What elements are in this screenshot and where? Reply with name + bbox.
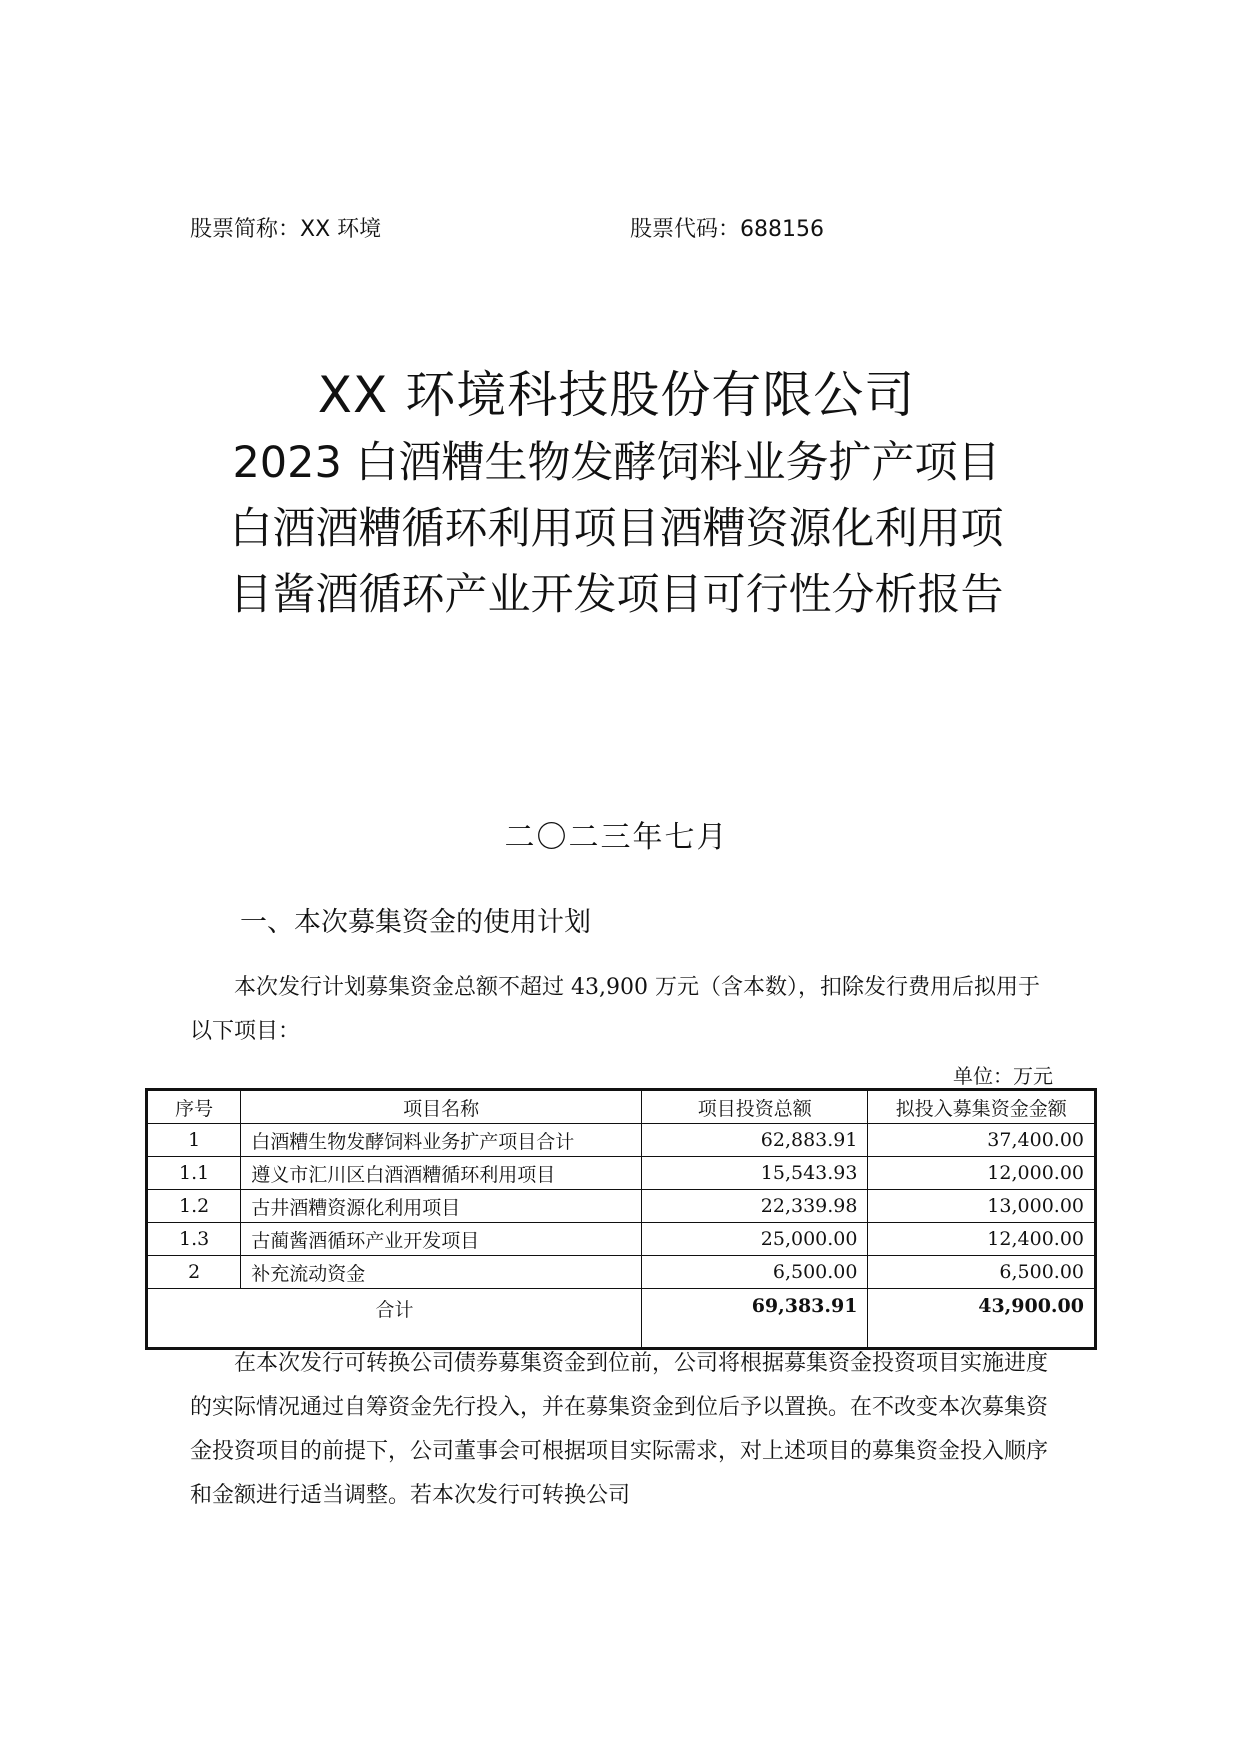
report-title-line-2: 白酒酒糟循环利用项目酒糟资源化利用项	[229, 504, 1004, 554]
total-label: 合计	[147, 1289, 642, 1349]
section-heading: 一、本次募集资金的使用计划	[240, 907, 591, 938]
report-title-block	[150, 360, 1083, 628]
row-raised-amount: 12,400.00	[868, 1223, 1096, 1256]
report-date: 二〇二三年七月	[504, 820, 729, 855]
intro-paragraph: 本次发行计划募集资金总额不超过 43,900 万元（含本数），扣除发行费用后拟用于以下项目：	[190, 975, 1040, 1044]
stock-short-name: 股票简称：XX 环境	[190, 217, 382, 242]
fund-usage-table	[145, 1088, 1097, 1350]
row-no: 1.3	[147, 1223, 241, 1256]
row-raised-amount: 37,400.00	[868, 1124, 1096, 1157]
stock-info-row	[190, 212, 1050, 244]
row-total-investment: 25,000.00	[641, 1223, 867, 1256]
row-raised-amount: 13,000.00	[868, 1190, 1096, 1223]
row-no: 2	[147, 1256, 241, 1289]
stock-code: 股票代码：688156	[630, 217, 824, 242]
report-title-line-1: 2023 白酒糟生物发酵饲料业务扩产项目	[232, 438, 1001, 488]
row-project-name: 白酒糟生物发酵饲料业务扩产项目合计	[241, 1124, 642, 1157]
row-raised-amount: 6,500.00	[868, 1256, 1096, 1289]
table-total-row	[147, 1289, 1096, 1349]
row-total-investment: 6,500.00	[641, 1256, 867, 1289]
row-no: 1.2	[147, 1190, 241, 1223]
table-row	[147, 1190, 1096, 1223]
row-total-investment: 62,883.91	[641, 1124, 867, 1157]
row-project-name: 古井酒糟资源化利用项目	[241, 1190, 642, 1223]
company-name: XX 环境科技股份有限公司	[317, 366, 916, 424]
header-no: 序号	[147, 1090, 241, 1124]
row-total-investment: 22,339.98	[641, 1190, 867, 1223]
total-investment-sum: 69,383.91	[641, 1289, 867, 1349]
table-row	[147, 1256, 1096, 1289]
row-project-name: 遵义市汇川区白酒酒糟循环利用项目	[241, 1157, 642, 1190]
unit-label: 单位：万元	[953, 1064, 1053, 1088]
report-title-line-3: 目酱酒循环产业开发项目可行性分析报告	[229, 570, 1004, 620]
table-header-row	[147, 1090, 1096, 1124]
row-raised-amount: 12,000.00	[868, 1157, 1096, 1190]
row-project-name: 补充流动资金	[241, 1256, 642, 1289]
header-project-name: 项目名称	[241, 1090, 642, 1124]
table-row	[147, 1223, 1096, 1256]
table-row	[147, 1124, 1096, 1157]
table-row	[147, 1157, 1096, 1190]
row-no: 1	[147, 1124, 241, 1157]
row-total-investment: 15,543.93	[641, 1157, 867, 1190]
header-total-investment: 项目投资总额	[641, 1090, 867, 1124]
closing-paragraph: 在本次发行可转换公司债券募集资金到位前，公司将根据募集资金投资项目实施进度的实际情况通过自筹资金先行投入，并在募集资金到位后予以置换。在不改变本次募集资金投资项目的前提下，公司董事会可根据项目实际需求，对上述项目的募集资金投入顺序和金额进行适当调整。若本次发行可转换公司	[190, 1351, 1049, 1508]
header-raised-amount: 拟投入募集资金金额	[868, 1090, 1096, 1124]
total-raised-sum: 43,900.00	[868, 1289, 1096, 1349]
row-project-name: 古蔺酱酒循环产业开发项目	[241, 1223, 642, 1256]
row-no: 1.1	[147, 1157, 241, 1190]
